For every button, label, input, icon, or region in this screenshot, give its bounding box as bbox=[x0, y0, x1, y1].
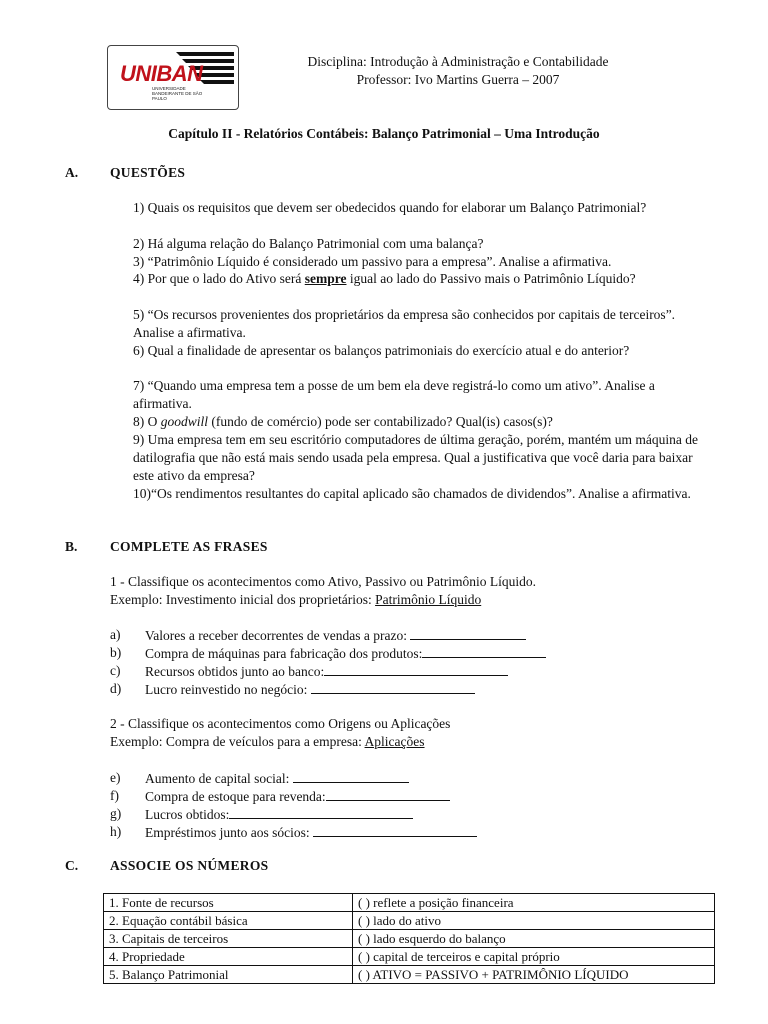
table-cell-left: 4. Propriedade bbox=[104, 948, 353, 966]
answer-blank-h[interactable] bbox=[313, 823, 477, 837]
item-b-letter: b) bbox=[110, 645, 122, 660]
question-8 bbox=[133, 413, 713, 431]
answer-blank-a[interactable] bbox=[410, 626, 526, 640]
item-h-letter: h) bbox=[110, 824, 122, 839]
part1-example-label: Exemplo: Investimento inicial dos proprietários: bbox=[110, 592, 376, 607]
item-f-text: Compra de estoque para revenda: bbox=[145, 789, 326, 804]
table-cell-right[interactable]: ( ) lado esquerdo do balanço bbox=[353, 930, 715, 948]
question-6: 6) Qual a finalidade de apresentar os balanços patrimoniais do exercício atual e do anterior? bbox=[133, 343, 630, 358]
question-8-part2: (fundo de comércio) pode ser contabilizado? Qual(is) casos(s)? bbox=[208, 414, 553, 429]
table-cell-left: 5. Balanço Patrimonial bbox=[104, 966, 353, 984]
item-c-text: Recursos obtidos junto ao banco: bbox=[145, 664, 325, 679]
question-4 bbox=[133, 270, 673, 288]
item-e-letter: e) bbox=[110, 770, 121, 785]
professor-line: Professor: Ivo Martins Guerra – 2007 bbox=[356, 72, 560, 87]
table-cell-left: 3. Capitais de terceiros bbox=[104, 930, 353, 948]
table-cell-left: 2. Equação contábil básica bbox=[104, 912, 353, 930]
item-a-letter: a) bbox=[110, 627, 121, 642]
section-b-title: COMPLETE AS FRASES bbox=[110, 539, 268, 554]
question-7: 7) “Quando uma empresa tem a posse de um bem ela deve registrá-lo como um ativo”. Analise a afirmativa. bbox=[133, 378, 655, 411]
section-c-letter: C. bbox=[65, 858, 79, 873]
item-g-text: Lucros obtidos: bbox=[145, 807, 230, 822]
item-c-letter: c) bbox=[110, 663, 121, 678]
section-b-letter: B. bbox=[65, 539, 78, 554]
question-4-part1: 4) Por que o lado do Ativo será bbox=[133, 271, 305, 286]
item-d bbox=[145, 680, 475, 699]
question-9: 9) Uma empresa tem em seu escritório computadores de última geração, porém, mantém um máquina de datilografia que não está mais sendo usada pela empresa. Qual a justificativa que você daria para baixar este ativo da empresa? bbox=[133, 432, 698, 483]
table-cell-right[interactable]: ( ) reflete a posição financeira bbox=[353, 894, 715, 912]
answer-blank-g[interactable] bbox=[229, 805, 413, 819]
table-row bbox=[104, 912, 715, 930]
uniban-logo bbox=[107, 45, 239, 110]
discipline-line: Disciplina: Introdução à Administração e Contabilidade bbox=[307, 54, 609, 69]
answer-blank-c[interactable] bbox=[324, 662, 508, 676]
item-b-text: Compra de máquinas para fabricação dos produtos: bbox=[145, 646, 423, 661]
item-d-text: Lucro reinvestido no negócio: bbox=[145, 682, 311, 697]
table-row bbox=[104, 930, 715, 948]
table-row bbox=[104, 966, 715, 984]
item-a bbox=[145, 626, 526, 645]
item-c bbox=[145, 662, 508, 681]
item-h bbox=[145, 823, 477, 842]
item-f bbox=[145, 787, 450, 806]
table-cell-right[interactable]: ( ) capital de terceiros e capital próprio bbox=[353, 948, 715, 966]
part2-example-label: Exemplo: Compra de veículos para a empresa: bbox=[110, 734, 365, 749]
question-4-emphasis: sempre bbox=[304, 271, 347, 286]
logo-wordmark: UNIBAN bbox=[120, 61, 203, 86]
section-c-title: ASSOCIE OS NÚMEROS bbox=[110, 858, 269, 873]
answer-blank-e[interactable] bbox=[293, 769, 409, 783]
answer-blank-d[interactable] bbox=[311, 680, 475, 694]
question-8-part1: 8) O bbox=[133, 414, 161, 429]
part2-example-answer: Aplicações bbox=[364, 734, 425, 749]
item-d-letter: d) bbox=[110, 681, 122, 696]
part1-instruction: 1 - Classifique os acontecimentos como Ativo, Passivo ou Patrimônio Líquido. bbox=[110, 574, 536, 589]
table-row bbox=[104, 894, 715, 912]
question-5: 5) “Os recursos provenientes dos proprietários da empresa são conhecidos por capitais de terceiros”. Analise a afirmativa. bbox=[133, 307, 676, 340]
table-cell-right[interactable]: ( ) lado do ativo bbox=[353, 912, 715, 930]
item-f-letter: f) bbox=[110, 788, 119, 803]
association-table bbox=[103, 893, 715, 984]
answer-blank-f[interactable] bbox=[326, 787, 450, 801]
chapter-title: Capítulo II - Relatórios Contábeis: Balanço Patrimonial – Uma Introdução bbox=[168, 126, 600, 141]
item-b bbox=[145, 644, 546, 663]
section-a-letter: A. bbox=[65, 165, 79, 180]
item-a-text: Valores a receber decorrentes de vendas a prazo: bbox=[145, 628, 411, 643]
question-10: 10)“Os rendimentos resultantes do capital aplicado são chamados de dividendos”. Analise a afirmativa. bbox=[133, 486, 691, 501]
question-3: 3) “Patrimônio Líquido é considerado um passivo para a empresa”. Analise a afirmativa. bbox=[133, 254, 612, 269]
question-2: 2) Há alguma relação do Balanço Patrimonial com uma balança? bbox=[133, 236, 484, 251]
table-cell-right[interactable]: ( ) ATIVO = PASSIVO + PATRIMÔNIO LÍQUIDO bbox=[353, 966, 715, 984]
section-a-title: QUESTÕES bbox=[110, 165, 186, 180]
logo-subtext: UNIVERSIDADE BANDEIRANTE DE SÃO PAULO bbox=[152, 86, 203, 101]
table-row bbox=[104, 948, 715, 966]
item-h-text: Empréstimos junto aos sócios: bbox=[145, 825, 313, 840]
table-cell-left: 1. Fonte de recursos bbox=[104, 894, 353, 912]
item-e bbox=[145, 769, 409, 788]
item-g bbox=[145, 805, 413, 824]
item-g-letter: g) bbox=[110, 806, 122, 821]
item-e-text: Aumento de capital social: bbox=[145, 771, 293, 786]
part1-example bbox=[110, 591, 481, 609]
question-4-part2: igual ao lado do Passivo mais o Patrimônio Líquido? bbox=[346, 271, 636, 286]
question-1: 1) Quais os requisitos que devem ser obedecidos quando for elaborar um Balanço Patrimonial? bbox=[133, 200, 647, 215]
question-8-italic: goodwill bbox=[160, 414, 209, 429]
part2-instruction: 2 - Classifique os acontecimentos como Origens ou Aplicações bbox=[110, 716, 451, 731]
part1-example-answer: Patrimônio Líquido bbox=[375, 592, 482, 607]
answer-blank-b[interactable] bbox=[422, 644, 546, 658]
part2-example bbox=[110, 733, 425, 751]
